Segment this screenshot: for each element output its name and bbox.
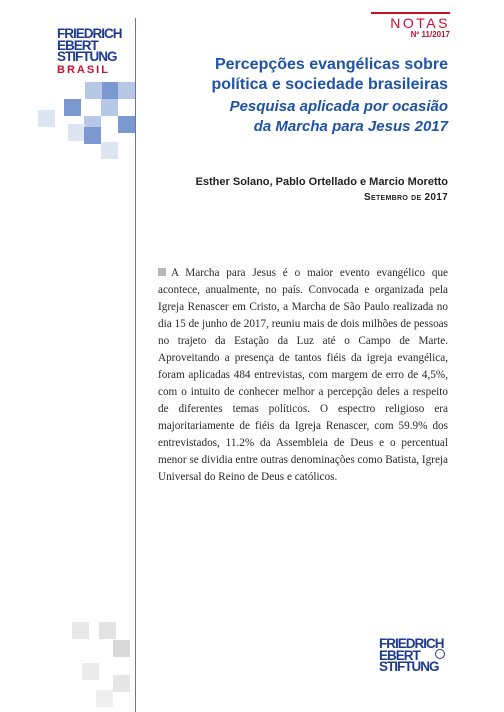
decor-square xyxy=(102,82,119,99)
decor-square xyxy=(82,663,99,680)
decor-square xyxy=(101,99,118,116)
decor-square xyxy=(118,116,135,133)
fes-logo xyxy=(57,28,127,76)
decor-square xyxy=(113,675,130,692)
logo-line-1: FRIEDRICH xyxy=(379,636,444,651)
logo-line-3: STIFTUNG xyxy=(379,659,439,674)
abstract-text: A Marcha para Jesus é o maior evento evangélico que acontece, anualmente, no país. Convocada e organizada pela Igreja Renascer em Cristo, a Marcha de São Paulo realizada no dia 15 de junho de 2017, reuniu mais de dois milhões de pessoas no trajeto da Estação da Luz até o Campo de Marte. Aproveitando a presença de tantos fiéis da igreja evangélica, foram aplicadas 484 entrevistas, com margem de erro de 4,5%, com o intuito de conhecer melhor a percepção deles a respeito de diferentes temas políticos. O espectro religioso era majoritariamente de fiéis da Igreja Renascer, com 59.9% dos entrevistados, 11.2% da Assembleia de Deus e o percentual menor se dividia entre outras denominações como Batista, Igreja Universal do Reino de Deus e católicos. xyxy=(158,267,448,483)
logo-line-1: FRIEDRICH xyxy=(57,26,122,41)
publication-date: Setembro de 2017 xyxy=(364,192,448,203)
decor-square xyxy=(96,690,113,707)
decor-square xyxy=(101,142,118,159)
decor-square xyxy=(38,110,55,127)
bullet-square-icon xyxy=(158,268,166,276)
logo-line-3: STIFTUNG xyxy=(57,49,117,64)
document-title xyxy=(148,55,448,95)
subtitle-line-2: da Marcha para Jesus 2017 xyxy=(253,118,448,135)
logo-line-2: EBERT xyxy=(379,647,420,663)
vertical-divider xyxy=(135,18,136,712)
title-line-1: Percepções evangélicas sobre xyxy=(214,56,448,73)
series-header xyxy=(371,12,450,40)
fes-logo-footer xyxy=(379,638,449,673)
authors: Esther Solano, Pablo Ortellado e Marcio Moretto xyxy=(195,176,448,188)
decor-square xyxy=(99,622,116,639)
decor-square xyxy=(118,82,135,99)
issue-number: Nº 11/2017 xyxy=(410,30,450,39)
header-rule xyxy=(371,12,450,14)
logo-line-2: EBERT xyxy=(57,37,98,53)
globe-icon xyxy=(435,649,445,659)
decor-square xyxy=(64,99,81,116)
decor-square xyxy=(84,127,101,144)
series-label: NOTAS xyxy=(390,15,450,31)
abstract-paragraph xyxy=(158,265,448,486)
decor-square xyxy=(68,124,85,141)
logo-country: BRASIL xyxy=(57,63,110,76)
decor-square xyxy=(113,640,130,657)
subtitle-line-1: Pesquisa aplicada por ocasião xyxy=(229,98,448,115)
decor-square xyxy=(85,82,102,99)
title-line-2: política e sociedade brasileiras xyxy=(211,76,448,93)
document-subtitle xyxy=(148,97,448,137)
decor-square xyxy=(72,622,89,639)
